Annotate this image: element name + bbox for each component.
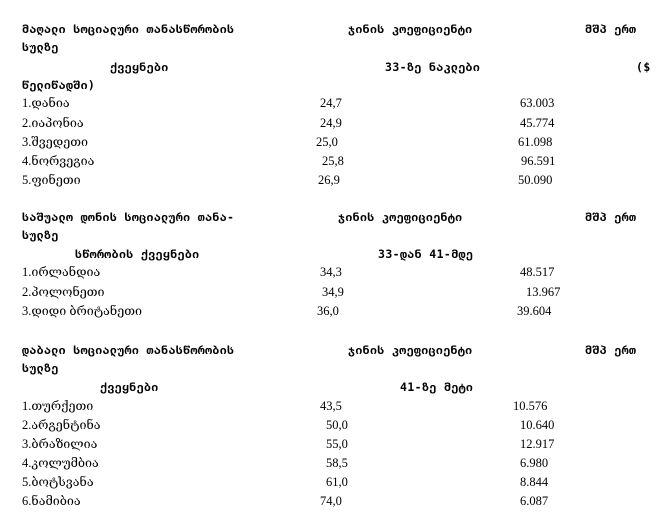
coef-range: 33-ზე ნაკლები [385, 60, 481, 74]
table-row-gdp: 96.591 [521, 154, 556, 168]
section-title: საშუალო დონის სოციალური თანა- [22, 210, 235, 224]
table-row-gdp: 6.980 [520, 456, 549, 470]
coef-header: ჯინის კოეფიციენტი [348, 22, 473, 36]
table-row-country: 1.ირლანდია [22, 265, 101, 279]
table-row-gdp: 10.640 [520, 418, 555, 432]
table-row-country: 6.ნამიბია [22, 494, 81, 508]
table-row-gini: 34,3 [320, 265, 342, 279]
coef-range: 41-ზე მეტი [400, 380, 474, 394]
table-row-gini: 25,0 [316, 135, 338, 149]
table-row-country: 2.იაპონია [22, 116, 84, 130]
table-row-country: 1.თურქეთი [22, 399, 94, 413]
table-row-gini: 58,5 [326, 456, 348, 470]
table-row-country: 5.ბოტსვანა [22, 475, 94, 489]
table-row-gdp: 39.604 [517, 304, 552, 318]
table-row-gdp: 6.087 [520, 494, 549, 508]
table-row-gini: 25,8 [322, 154, 344, 168]
gdp-unit: ($ [636, 60, 651, 74]
table-row-gdp: 50.090 [518, 173, 553, 187]
table-row-gdp: 63.003 [520, 96, 555, 110]
gdp-header: მშპ ერთ [585, 210, 637, 224]
coef-header: ჯინის კოეფიციენტი [348, 343, 473, 357]
table-row-gini: 43,5 [320, 399, 342, 413]
table-row-gdp: 10.576 [513, 399, 548, 413]
table-row-gini: 24,9 [320, 116, 342, 130]
coef-range: 33-დან 41-მდე [378, 247, 474, 261]
section-title: დაბალი სოციალური თანასწორობის [22, 343, 235, 357]
section-subtitle: ქვეყნები [100, 380, 159, 394]
gdp-header: მშპ ერთ [585, 22, 637, 36]
table-row-country: 3.ბრაზილია [22, 437, 98, 451]
section-subtitle: ქვეყნები [110, 60, 169, 74]
table-row-gini: 36,0 [317, 304, 339, 318]
section-title-continued: სულზე [22, 228, 59, 242]
table-row-gini: 50,0 [326, 418, 348, 432]
section-title: მაღალი სოციალური თანასწორობის [22, 22, 235, 36]
section-title-continued: სულზე [22, 361, 59, 375]
gdp-header: მშპ ერთ [585, 343, 637, 357]
table-row-country: 3.დიდი ბრიტანეთი [22, 304, 142, 318]
table-row-country: 3.შვედეთი [22, 135, 88, 149]
table-row-gdp: 8.844 [520, 475, 549, 489]
table-row-gdp: 13.967 [526, 285, 561, 299]
section-subtitle: სწორობის ქვეყნები [75, 247, 200, 261]
table-row-gini: 61,0 [326, 475, 348, 489]
table-row-country: 2.არგენტინა [22, 418, 101, 432]
table-row-gini: 26,9 [318, 173, 340, 187]
table-row-gdp: 61.098 [518, 135, 553, 149]
gdp-unit-continued: წელიწადში) [22, 78, 96, 92]
table-row-country: 4.კოლუმბია [22, 456, 99, 470]
table-row-country: 5.ფინეთი [22, 173, 81, 187]
table-row-gdp: 12.917 [520, 437, 555, 451]
table-row-gini: 24,7 [320, 96, 342, 110]
table-row-gdp: 48.517 [520, 265, 555, 279]
table-row-country: 2.პოლონეთი [22, 285, 105, 299]
table-row-gini: 34,9 [322, 285, 344, 299]
table-row-gini: 74,0 [320, 494, 342, 508]
table-row-country: 1.დანია [22, 96, 70, 110]
table-row-gini: 55,0 [326, 437, 348, 451]
coef-header: ჯინის კოეფიციენტი [338, 210, 463, 224]
table-row-country: 4.ნორვეგია [22, 154, 95, 168]
section-title-continued: სულზე [22, 40, 59, 54]
table-row-gdp: 45.774 [520, 116, 555, 130]
